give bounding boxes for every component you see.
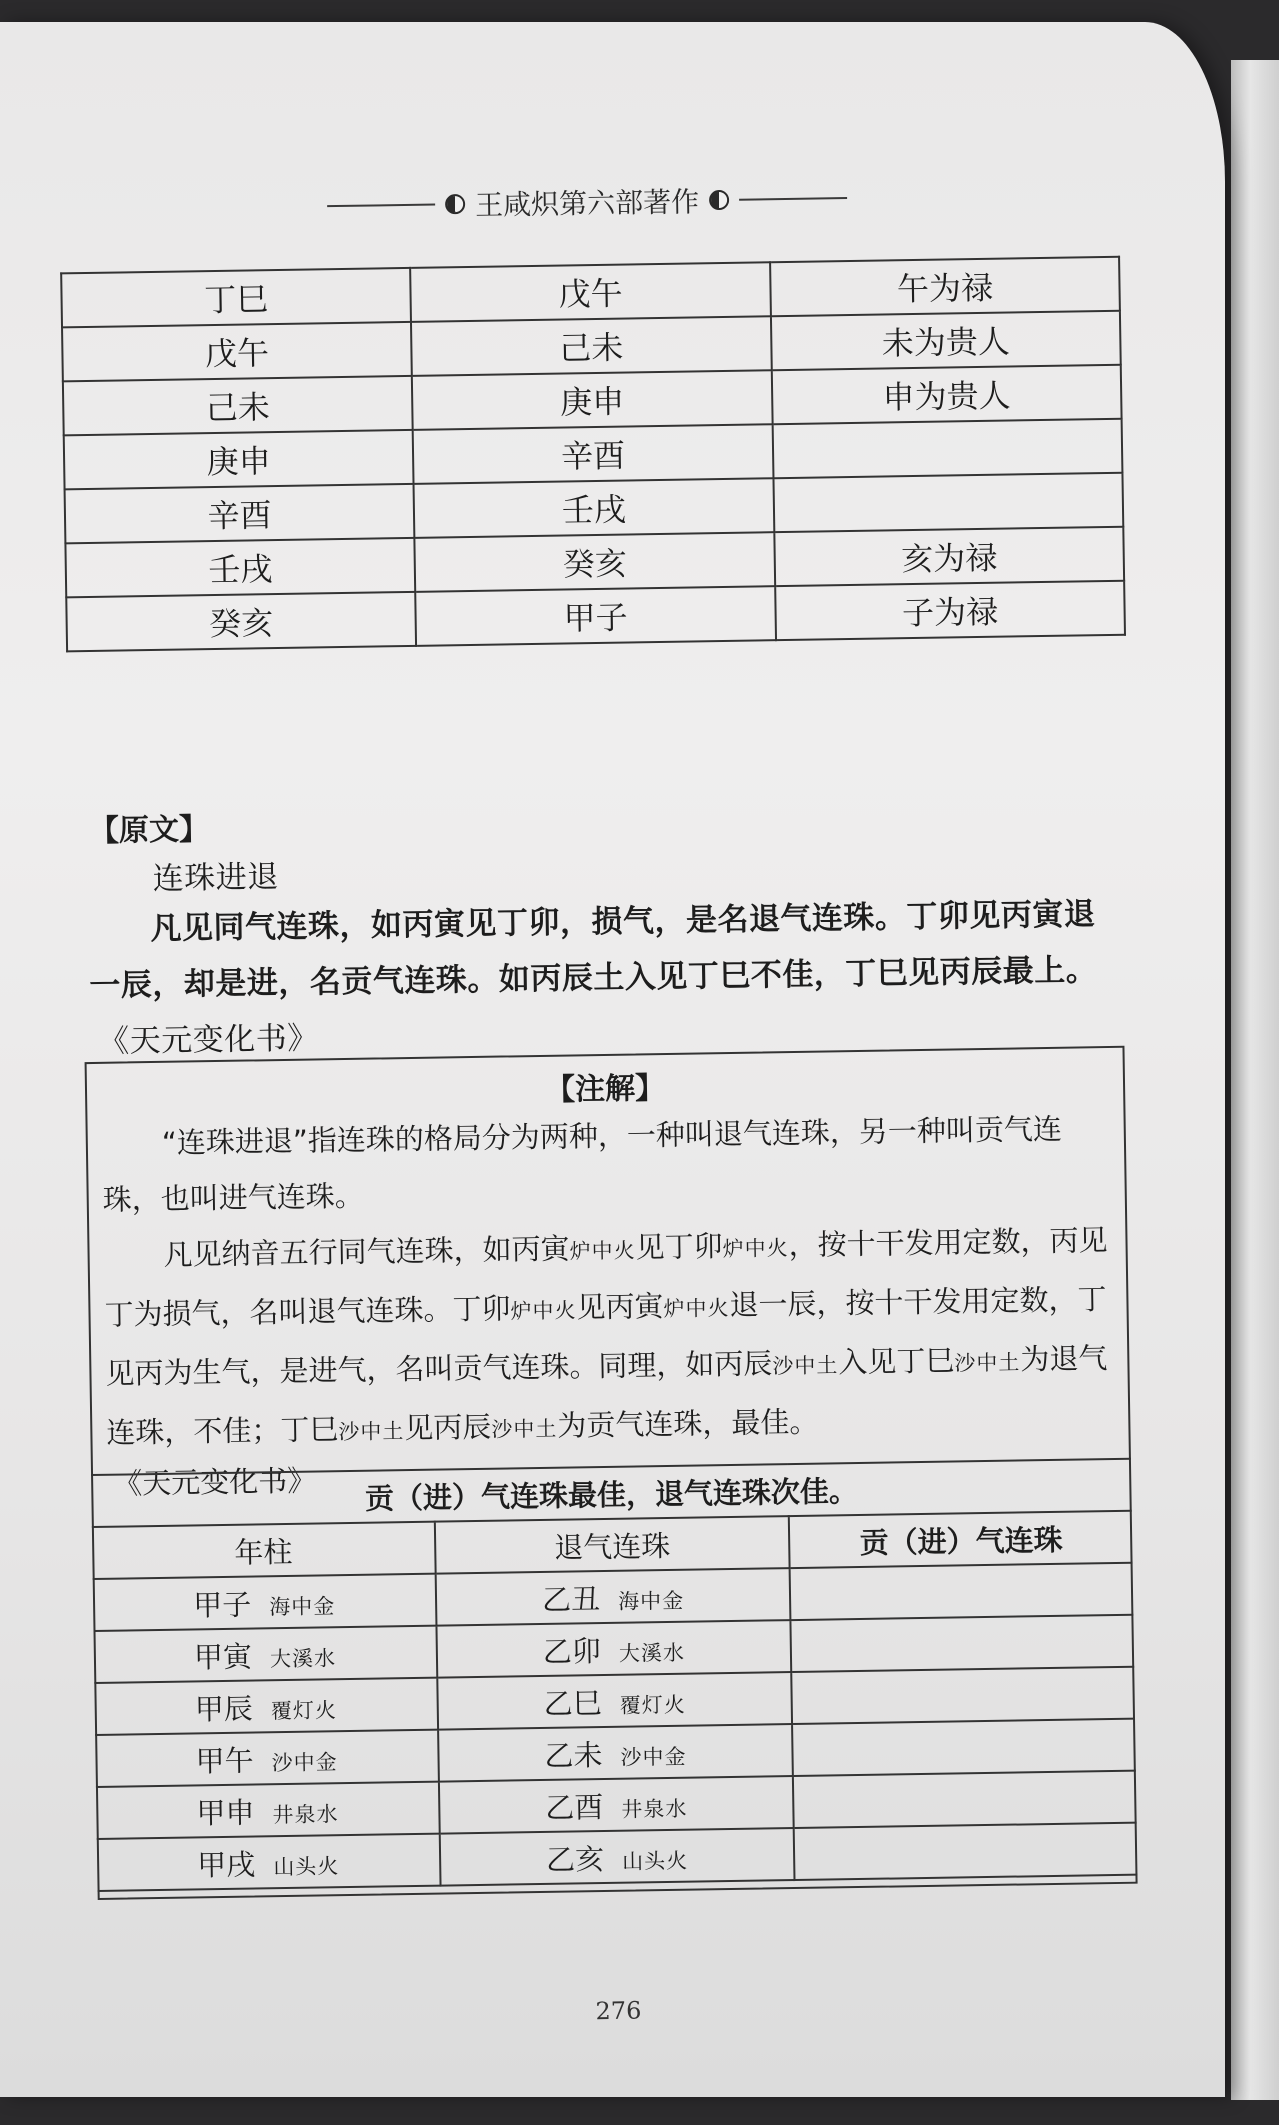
text-run: 凡见纳音五行同气连珠，如丙寅	[163, 1231, 570, 1272]
source-citation: 《天元变化书》	[97, 1020, 320, 1060]
section-title: 连珠进退	[152, 859, 279, 898]
text-run: 为退气连珠，不佳；丁巳	[106, 1341, 1108, 1450]
pillar-name: 乙酉	[545, 1789, 604, 1825]
nayin-note: 沙中土	[338, 1419, 405, 1445]
text-run: 见丁卯	[635, 1229, 723, 1265]
table-cell	[437, 1672, 791, 1730]
nayin-note: 沙中土	[772, 1353, 839, 1379]
text-run: 见丙辰	[404, 1409, 492, 1446]
table-cell	[93, 1574, 437, 1631]
table-cell	[95, 1730, 439, 1787]
pillar-name: 甲申	[196, 1795, 255, 1830]
table-cell	[439, 1776, 793, 1834]
yin-yang-icon	[445, 194, 465, 214]
table-cell	[94, 1626, 438, 1683]
nayin-note: 大溪水	[269, 1645, 337, 1671]
column-header: 退气连珠	[435, 1516, 789, 1574]
text-run: 入见丁巳	[838, 1343, 955, 1380]
table-cell: 壬戌	[65, 538, 415, 597]
table-cell	[437, 1620, 791, 1678]
nayin-note: 炉中火	[569, 1238, 636, 1264]
running-title: 王咸炽第六部著作	[474, 185, 700, 222]
text-run: 为贡气连珠，最佳。	[557, 1404, 819, 1443]
nayin-note: 沙中土	[954, 1350, 1021, 1376]
pillar-table	[60, 256, 1126, 653]
table-cell: 甲子	[415, 586, 776, 646]
book-page	[0, 22, 1225, 2097]
source-citation: 《天元变化书》	[112, 1463, 317, 1501]
nayin-note: 炉中火	[722, 1236, 789, 1262]
annotation-box	[85, 1046, 1138, 1900]
nayin-note: 山头火	[273, 1853, 340, 1879]
nayin-note: 沙中金	[271, 1749, 338, 1775]
table-cell: 壬戌	[414, 478, 775, 538]
pillar-name: 乙丑	[541, 1581, 601, 1617]
table-cell	[97, 1834, 441, 1891]
table-cell	[789, 1563, 1133, 1620]
table-cell	[436, 1568, 790, 1626]
nayin-note: 大溪水	[618, 1640, 686, 1666]
nayin-note: 海中金	[269, 1593, 336, 1619]
nayin-note: 炉中火	[510, 1298, 577, 1324]
column-header: 贡（进）气连珠	[789, 1511, 1133, 1568]
text-run: 见丙寅	[576, 1289, 664, 1325]
nayin-note: 海中金	[617, 1588, 685, 1614]
table-cell	[772, 419, 1122, 478]
table-cell: 辛酉	[413, 424, 774, 484]
nayin-note: 井泉水	[272, 1801, 339, 1827]
table-cell: 丁巳	[61, 268, 411, 327]
pillar-name: 甲子	[192, 1587, 252, 1622]
table-cell	[438, 1724, 792, 1782]
table-cell	[440, 1828, 794, 1886]
table-cell: 午为禄	[770, 257, 1120, 316]
nayin-note: 山头火	[621, 1848, 689, 1874]
page-content	[0, 12, 1242, 2106]
annotation-paragraph: “连珠进退”指连珠的格局分为两种，一种叫退气连珠，另一种叫贡气连珠，也叫进气连珠。	[102, 1111, 1063, 1217]
table-cell: 己未	[63, 376, 413, 435]
header-rule-right	[739, 197, 847, 201]
table-cell	[793, 1823, 1137, 1880]
table-cell: 申为贵人	[772, 365, 1122, 424]
text-run: ，按十干发用定数，丙见丁为损气，名叫退气连珠。丁卯	[104, 1223, 1108, 1332]
yin-yang-icon	[709, 190, 729, 210]
table-cell	[793, 1771, 1137, 1828]
next-page-edge	[1231, 60, 1279, 2100]
pillar-name: 乙亥	[545, 1841, 605, 1877]
table-cell	[792, 1719, 1136, 1776]
table-cell: 戊午	[62, 322, 412, 381]
pillar-name: 乙未	[544, 1737, 603, 1773]
nayin-note: 沙中土	[491, 1416, 558, 1442]
table-caption: 贡（进）气连珠最佳，退气连珠次佳。	[91, 1459, 1132, 1527]
annotation-paragraph	[89, 1212, 1129, 1464]
page-number: 276	[595, 1996, 642, 2026]
table-cell: 庚申	[412, 370, 773, 430]
table-cell: 未为贵人	[771, 311, 1121, 370]
original-text: 凡见同气连珠，如丙寅见丁卯，损气，是名退气连珠。丁卯见丙寅退一辰，却是进，名贡气连珠。如丙辰土入见丁巳不佳，丁巳见丙辰最上。	[89, 896, 1098, 1005]
pillar-name: 甲午	[195, 1743, 254, 1778]
pillar-name: 甲寅	[193, 1639, 253, 1674]
nayin-note: 沙中金	[620, 1744, 687, 1770]
pillar-name: 甲辰	[194, 1691, 254, 1726]
table-cell: 亥为禄	[774, 527, 1124, 586]
header-rule-left	[327, 203, 435, 207]
table-cell: 癸亥	[66, 592, 416, 651]
table-cell	[773, 473, 1123, 532]
column-header: 年柱	[92, 1522, 436, 1579]
table-cell	[94, 1678, 438, 1735]
lianzhu-table	[91, 1458, 1137, 1892]
table-cell: 子为禄	[775, 581, 1125, 640]
table-cell	[96, 1782, 440, 1839]
running-header	[327, 178, 848, 226]
pillar-name: 甲戌	[197, 1847, 256, 1882]
annotation-label: 【注解】	[544, 1070, 666, 1108]
table-cell: 庚申	[64, 430, 414, 489]
nayin-note: 炉中火	[663, 1296, 730, 1322]
original-text-label: 【原文】	[88, 812, 210, 850]
pillar-name: 乙巳	[543, 1685, 602, 1721]
nayin-note: 覆灯火	[270, 1697, 338, 1723]
table-cell	[791, 1667, 1135, 1724]
table-cell	[790, 1615, 1134, 1672]
table-cell: 辛酉	[65, 484, 415, 543]
pillar-name: 乙卯	[542, 1633, 602, 1669]
table-cell: 戊午	[410, 262, 771, 322]
table-cell: 癸亥	[414, 532, 775, 592]
text-run: 退一辰，按十干发用定数，丁见丙为生气，是进气，名叫贡气连珠。同理，如丙辰	[105, 1282, 1107, 1391]
table-cell: 己未	[411, 316, 772, 376]
nayin-note: 覆灯火	[619, 1692, 686, 1718]
nayin-note: 井泉水	[621, 1796, 688, 1822]
